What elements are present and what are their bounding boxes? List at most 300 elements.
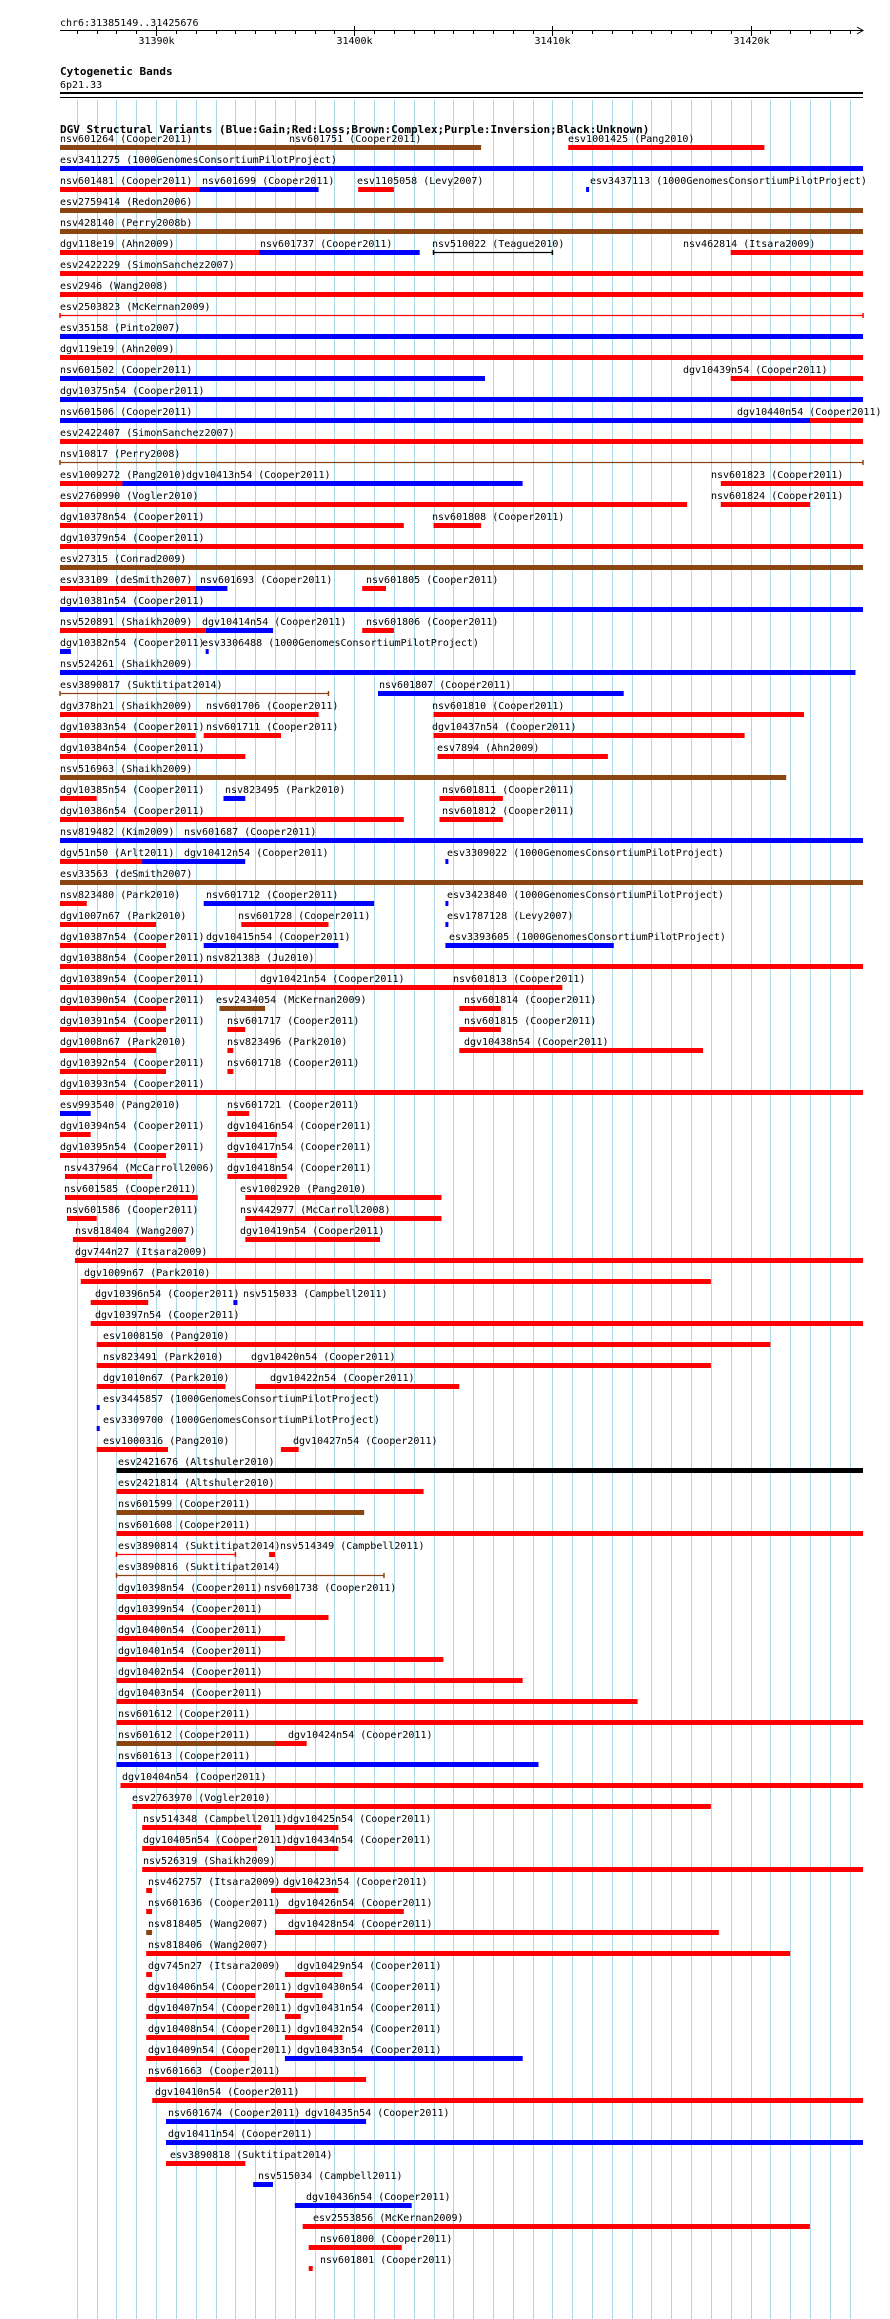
sv-label[interactable]: dgv10405n54 (Cooper2011) [143, 1835, 288, 1846]
sv-feature-bar[interactable] [206, 649, 209, 654]
sv-label[interactable]: nsv823496 (Park2010) [227, 1037, 348, 1048]
sv-feature-bar[interactable] [75, 1258, 863, 1263]
sv-feature-bar[interactable] [60, 145, 481, 150]
sv-feature-bar[interactable] [271, 1888, 338, 1893]
sv-label[interactable]: nsv601814 (Cooper2011) [464, 995, 597, 1006]
sv-feature-bar[interactable] [295, 2203, 412, 2208]
sv-label[interactable]: esv2946 (Wang2008) [60, 281, 169, 292]
sv-feature-bar[interactable] [275, 1741, 307, 1746]
sv-label[interactable]: nsv601674 (Cooper2011) [168, 2108, 301, 2119]
sv-feature-bar[interactable] [60, 943, 166, 948]
sv-label[interactable]: dgv10381n54 (Cooper2011) [60, 596, 205, 607]
sv-feature-bar[interactable] [275, 1825, 338, 1830]
sv-label[interactable]: nsv10817 (Perry2008) [60, 449, 181, 460]
sv-feature-bar[interactable] [281, 1447, 299, 1452]
sv-feature-bar[interactable] [117, 1468, 864, 1473]
sv-feature-bar[interactable] [245, 1216, 441, 1221]
sv-label[interactable]: dgv10437n54 (Cooper2011) [432, 722, 577, 733]
sv-label[interactable]: dgv118e19 (Ahn2009) [60, 239, 175, 250]
sv-feature-bar[interactable] [60, 355, 863, 360]
sv-feature-bar[interactable] [459, 1006, 501, 1011]
sv-feature-bar[interactable] [459, 1048, 703, 1053]
sv-label[interactable]: esv3445857 (1000GenomesConsortiumPilotProject) [103, 1394, 380, 1405]
sv-label[interactable]: dgv10410n54 (Cooper2011) [155, 2087, 300, 2098]
sv-feature-bar[interactable] [227, 1132, 277, 1137]
sv-label[interactable]: esv33563 (deSmith2007) [60, 869, 193, 880]
sv-feature-bar[interactable] [166, 2161, 245, 2166]
sv-label[interactable]: nsv601810 (Cooper2011) [432, 701, 565, 712]
sv-label[interactable]: esv3411275 (1000GenomesConsortiumPilotProject) [60, 155, 337, 166]
sv-feature-bar[interactable] [166, 2140, 863, 2145]
sv-feature-bar[interactable] [117, 1678, 523, 1683]
sv-label[interactable]: nsv437964 (McCarroll2006) [64, 1163, 215, 1174]
sv-label[interactable]: esv1009272 (Pang2010) [60, 470, 187, 481]
sv-feature-bar[interactable] [227, 1069, 233, 1074]
sv-feature-bar[interactable] [81, 1279, 711, 1284]
sv-feature-bar[interactable] [233, 1300, 237, 1305]
sv-feature-bar[interactable] [117, 1615, 329, 1620]
sv-feature-bar[interactable] [295, 2119, 366, 2124]
sv-feature-bar[interactable] [227, 1111, 249, 1116]
cytoband-bar[interactable] [60, 92, 863, 94]
sv-label[interactable]: esv1008150 (Pang2010) [103, 1331, 230, 1342]
sv-label[interactable]: dgv10392n54 (Cooper2011) [60, 1058, 205, 1069]
sv-feature-bar[interactable] [378, 691, 624, 696]
sv-label[interactable]: nsv515034 (Campbell2011) [258, 2171, 403, 2182]
sv-label[interactable]: dgv10406n54 (Cooper2011) [148, 1982, 293, 1993]
sv-feature-bar[interactable] [60, 649, 71, 654]
sv-label[interactable]: dgv10384n54 (Cooper2011) [60, 743, 205, 754]
sv-feature-bar[interactable] [60, 838, 863, 843]
sv-feature-bar[interactable] [73, 1237, 186, 1242]
sv-feature-bar[interactable] [117, 1741, 276, 1746]
sv-feature-bar[interactable] [285, 1993, 323, 1998]
sv-label[interactable]: esv2422407 (SimonSanchez2007) [60, 428, 235, 439]
sv-feature-bar[interactable] [60, 397, 863, 402]
sv-label[interactable]: nsv601807 (Cooper2011) [379, 680, 512, 691]
sv-label[interactable]: esv35158 (Pinto2007) [60, 323, 181, 334]
sv-label[interactable]: dgv10399n54 (Cooper2011) [118, 1604, 263, 1615]
sv-label[interactable]: dgv10387n54 (Cooper2011) [60, 932, 205, 943]
sv-label[interactable]: dgv10385n54 (Cooper2011) [60, 785, 205, 796]
sv-feature-bar[interactable] [445, 922, 448, 927]
sv-label[interactable]: dgv10386n54 (Cooper2011) [60, 806, 205, 817]
sv-label[interactable]: esv3306488 (1000GenomesConsortiumPilotProject) [202, 638, 479, 649]
sv-label[interactable]: dgv10431n54 (Cooper2011) [297, 2003, 442, 2014]
sv-label[interactable]: nsv601699 (Cooper2011) [202, 176, 335, 187]
sv-feature-bar[interactable] [245, 1237, 380, 1242]
sv-feature-bar[interactable] [241, 922, 328, 927]
sv-feature-bar[interactable] [60, 439, 863, 444]
sv-label[interactable]: dgv10409n54 (Cooper2011) [148, 2045, 293, 2056]
sv-label[interactable]: dgv10379n54 (Cooper2011) [60, 533, 205, 544]
sv-feature-bar[interactable] [97, 1363, 711, 1368]
sv-feature-bar[interactable] [586, 187, 589, 192]
sv-label[interactable]: dgv10393n54 (Cooper2011) [60, 1079, 205, 1090]
sv-label[interactable]: nsv462757 (Itsara2009) [148, 1877, 281, 1888]
sv-feature-bar[interactable] [91, 1321, 863, 1326]
sv-label[interactable]: esv1001425 (Pang2010) [568, 134, 695, 145]
sv-label[interactable]: nsv601717 (Cooper2011) [227, 1016, 360, 1027]
sv-label[interactable]: nsv601502 (Cooper2011) [60, 365, 193, 376]
sv-label[interactable]: dgv10402n54 (Cooper2011) [118, 1667, 263, 1678]
sv-label[interactable]: dgv10436n54 (Cooper2011) [306, 2192, 451, 2203]
sv-label[interactable]: dgv10423n54 (Cooper2011) [283, 1877, 428, 1888]
sv-feature-bar[interactable] [60, 1132, 91, 1137]
sv-feature-bar[interactable] [445, 901, 448, 906]
sv-label[interactable]: nsv818406 (Wang2007) [148, 1940, 269, 1951]
sv-label[interactable]: dgv10433n54 (Cooper2011) [297, 2045, 442, 2056]
sv-label[interactable]: dgv10427n54 (Cooper2011) [293, 1436, 438, 1447]
sv-label[interactable]: esv27315 (Conrad2009) [60, 554, 187, 565]
sv-label[interactable]: nsv526319 (Shaikh2009) [143, 1856, 276, 1867]
sv-feature-bar[interactable] [438, 754, 608, 759]
sv-feature-bar[interactable] [721, 481, 863, 486]
sv-label[interactable]: nsv601805 (Cooper2011) [366, 575, 499, 586]
sv-label[interactable]: nsv428140 (Perry2008b) [60, 218, 193, 229]
sv-label[interactable]: esv3437113 (1000GenomesConsortiumPilotProject) [590, 176, 867, 187]
sv-label[interactable]: dgv10396n54 (Cooper2011) [95, 1289, 240, 1300]
sv-feature-bar[interactable] [117, 1510, 365, 1515]
sv-feature-bar[interactable] [97, 1405, 100, 1410]
sv-feature-bar[interactable] [60, 901, 87, 906]
sv-label[interactable]: dgv745n27 (Itsara2009) [148, 1961, 281, 1972]
sv-feature-bar[interactable] [358, 187, 394, 192]
sv-feature-bar[interactable] [60, 628, 206, 633]
sv-feature-bar[interactable] [60, 1027, 166, 1032]
sv-label[interactable]: esv2503823 (McKernan2009) [60, 302, 211, 313]
position-ruler[interactable] [60, 26, 863, 47]
sv-label[interactable]: nsv462814 (Itsara2009) [683, 239, 816, 250]
sv-label[interactable]: nsv823495 (Park2010) [225, 785, 346, 796]
sv-label[interactable]: nsv601585 (Cooper2011) [64, 1184, 197, 1195]
sv-label[interactable]: dgv10391n54 (Cooper2011) [60, 1016, 205, 1027]
sv-feature-bar[interactable] [60, 586, 196, 591]
sv-feature-bar[interactable] [97, 1426, 100, 1431]
sv-label[interactable]: dgv10425n54 (Cooper2011) [287, 1814, 432, 1825]
sv-label[interactable]: dgv51n50 (Arlt2011) [60, 848, 175, 859]
sv-label[interactable]: nsv601801 (Cooper2011) [320, 2255, 453, 2266]
sv-label[interactable]: dgv10417n54 (Cooper2011) [227, 1142, 372, 1153]
sv-label[interactable]: dgv10403n54 (Cooper2011) [118, 1688, 263, 1699]
sv-feature-bar[interactable] [142, 1846, 257, 1851]
sv-label[interactable]: esv3309700 (1000GenomesConsortiumPilotProject) [103, 1415, 380, 1426]
sv-feature-bar[interactable] [60, 565, 863, 570]
sv-feature-bar[interactable] [97, 1342, 771, 1347]
sv-label[interactable]: dgv1008n67 (Park2010) [60, 1037, 187, 1048]
sv-feature-bar[interactable] [142, 1825, 261, 1830]
sv-label[interactable]: dgv10375n54 (Cooper2011) [60, 386, 205, 397]
sv-feature-bar[interactable] [261, 1594, 271, 1599]
sv-label[interactable]: esv7894 (Ahn2009) [437, 743, 540, 754]
sv-label[interactable]: nsv601636 (Cooper2011) [148, 1898, 281, 1909]
sv-label[interactable]: dgv10424n54 (Cooper2011) [288, 1730, 433, 1741]
sv-feature-bar[interactable] [146, 2035, 249, 2040]
sv-label[interactable]: esv2553856 (McKernan2009) [313, 2213, 464, 2224]
sv-label[interactable]: nsv601711 (Cooper2011) [206, 722, 339, 733]
sv-feature-bar[interactable] [91, 1300, 149, 1305]
sv-label[interactable]: nsv601806 (Cooper2011) [366, 617, 499, 628]
sv-feature-bar[interactable] [117, 1762, 539, 1767]
sv-feature-bar[interactable] [224, 796, 246, 801]
sv-feature-bar[interactable] [152, 2098, 863, 2103]
sv-feature-bar[interactable] [60, 754, 245, 759]
sv-feature-bar[interactable] [60, 523, 404, 528]
sv-feature-bar[interactable] [362, 628, 394, 633]
sv-feature-bar[interactable] [259, 250, 420, 255]
sv-label[interactable]: nsv601800 (Cooper2011) [320, 2234, 453, 2245]
sv-label[interactable]: dgv10382n54 (Cooper2011) [60, 638, 205, 649]
sv-label[interactable]: dgv744n27 (Itsara2009) [75, 1247, 208, 1258]
sv-label[interactable]: nsv601586 (Cooper2011) [66, 1205, 199, 1216]
sv-label[interactable]: nsv601737 (Cooper2011) [260, 239, 393, 250]
sv-label[interactable]: nsv515033 (Campbell2011) [243, 1289, 388, 1300]
sv-feature-bar[interactable] [60, 670, 856, 675]
sv-label[interactable]: dgv10420n54 (Cooper2011) [251, 1352, 396, 1363]
sv-label[interactable]: dgv10413n54 (Cooper2011) [186, 470, 331, 481]
sv-feature-bar[interactable] [117, 1657, 444, 1662]
sv-label[interactable]: esv1000316 (Pang2010) [103, 1436, 230, 1447]
sv-feature-bar[interactable] [122, 481, 522, 486]
sv-feature-bar[interactable] [60, 796, 97, 801]
sv-feature-bar[interactable] [285, 1972, 343, 1977]
sv-feature-bar[interactable] [60, 166, 863, 171]
sv-label[interactable]: esv3423840 (1000GenomesConsortiumPilotProject) [447, 890, 724, 901]
sv-label[interactable]: nsv601812 (Cooper2011) [442, 806, 575, 817]
sv-feature-bar[interactable] [97, 1447, 168, 1452]
sv-label[interactable]: esv1787128 (Levy2007) [447, 911, 574, 922]
sv-label[interactable]: esv2760990 (Vogler2010) [60, 491, 199, 502]
sv-label[interactable]: nsv601808 (Cooper2011) [432, 512, 565, 523]
sv-label[interactable]: dgv10414n54 (Cooper2011) [202, 617, 347, 628]
sv-feature-bar[interactable] [434, 712, 805, 717]
sv-label[interactable]: nsv601599 (Cooper2011) [118, 1499, 251, 1510]
sv-feature-bar[interactable] [285, 2056, 523, 2061]
sv-label[interactable]: dgv10398n54 (Cooper2011) [118, 1583, 263, 1594]
sv-label[interactable]: dgv10430n54 (Cooper2011) [297, 1982, 442, 1993]
sv-label[interactable]: nsv601721 (Cooper2011) [227, 1100, 360, 1111]
sv-feature-bar[interactable] [721, 502, 810, 507]
sv-label[interactable]: nsv601506 (Cooper2011) [60, 407, 193, 418]
sv-label[interactable]: nsv601663 (Cooper2011) [148, 2066, 281, 2077]
sv-feature-bar[interactable] [60, 502, 687, 507]
sv-label[interactable]: dgv10432n54 (Cooper2011) [297, 2024, 442, 2035]
sv-label[interactable]: dgv10421n54 (Cooper2011) [260, 974, 405, 985]
sv-label[interactable]: nsv821383 (Ju2010) [206, 953, 315, 964]
sv-feature-bar[interactable] [245, 1195, 441, 1200]
sv-feature-bar[interactable] [60, 922, 156, 927]
sv-feature-bar[interactable] [259, 985, 291, 990]
sv-feature-bar[interactable] [227, 1174, 286, 1179]
sv-label[interactable]: nsv818404 (Wang2007) [75, 1226, 196, 1237]
sv-feature-bar[interactable] [67, 1216, 97, 1221]
sv-feature-bar[interactable] [731, 376, 863, 381]
sv-feature-bar[interactable] [146, 1888, 152, 1893]
sv-feature-bar[interactable] [60, 1090, 863, 1095]
sv-label[interactable]: dgv10378n54 (Cooper2011) [60, 512, 205, 523]
sv-feature-bar[interactable] [443, 985, 502, 990]
sv-label[interactable]: nsv601264 (Cooper2011) [60, 134, 193, 145]
sv-label[interactable]: esv2421676 (Altshuler2010) [118, 1457, 275, 1468]
sv-label[interactable]: dgv10400n54 (Cooper2011) [118, 1625, 263, 1636]
sv-label[interactable]: nsv601728 (Cooper2011) [238, 911, 371, 922]
sv-feature-bar[interactable] [60, 292, 863, 297]
sv-feature-bar[interactable] [200, 187, 319, 192]
sv-feature-bar[interactable] [309, 2266, 313, 2271]
sv-label[interactable]: dgv10415n54 (Cooper2011) [206, 932, 351, 943]
sv-feature-bar[interactable] [239, 1363, 302, 1368]
sv-feature-bar[interactable] [132, 1804, 711, 1809]
sv-label[interactable]: dgv10412n54 (Cooper2011) [184, 848, 329, 859]
sv-feature-bar[interactable] [255, 1384, 459, 1389]
sv-feature-bar[interactable] [220, 1006, 266, 1011]
sv-label[interactable]: nsv601751 (Cooper2011) [289, 134, 422, 145]
sv-label[interactable]: nsv601815 (Cooper2011) [464, 1016, 597, 1027]
sv-feature-bar[interactable] [60, 1069, 166, 1074]
sv-feature-bar[interactable] [206, 628, 273, 633]
sv-feature-bar[interactable] [65, 1174, 152, 1179]
sv-label[interactable]: nsv823491 (Park2010) [103, 1352, 224, 1363]
sv-label[interactable]: esv2763970 (Vogler2010) [132, 1793, 271, 1804]
sv-feature-bar[interactable] [60, 376, 485, 381]
sv-label[interactable]: nsv601712 (Cooper2011) [206, 890, 339, 901]
sv-label[interactable]: dgv10418n54 (Cooper2011) [227, 1163, 372, 1174]
sv-feature-bar[interactable] [275, 1930, 719, 1935]
sv-label[interactable]: esv2759414 (Redon2006) [60, 197, 193, 208]
sv-label[interactable]: nsv601481 (Cooper2011) [60, 176, 193, 187]
sv-label[interactable]: esv3309022 (1000GenomesConsortiumPilotProject) [447, 848, 724, 859]
sv-label[interactable]: esv3890816 (Suktitipat2014) [118, 1562, 281, 1573]
sv-label[interactable]: dgv10435n54 (Cooper2011) [305, 2108, 450, 2119]
sv-label[interactable]: esv993540 (Pang2010) [60, 1100, 181, 1111]
sv-label[interactable]: dgv10407n54 (Cooper2011) [148, 2003, 293, 2014]
sv-feature-bar[interactable] [227, 1048, 233, 1053]
sv-label[interactable]: dgv10389n54 (Cooper2011) [60, 974, 205, 985]
sv-label[interactable]: dgv10397n54 (Cooper2011) [95, 1310, 240, 1321]
sv-label[interactable]: dgv10395n54 (Cooper2011) [60, 1142, 205, 1153]
sv-label[interactable]: nsv516963 (Shaikh2009) [60, 764, 193, 775]
sv-feature-bar[interactable] [445, 859, 448, 864]
sv-feature-bar[interactable] [60, 607, 863, 612]
sv-label[interactable]: nsv601613 (Cooper2011) [118, 1751, 251, 1762]
sv-label[interactable]: nsv520891 (Shaikh2009) [60, 617, 193, 628]
sv-label[interactable]: dgv10383n54 (Cooper2011) [60, 722, 205, 733]
sv-label[interactable]: dgv10440n54 (Cooper2011) [737, 407, 882, 418]
sv-feature-bar[interactable] [146, 2014, 249, 2019]
sv-label[interactable]: nsv601824 (Cooper2011) [711, 491, 844, 502]
sv-label[interactable]: esv2422229 (SimonSanchez2007) [60, 260, 235, 271]
sv-feature-bar[interactable] [204, 901, 374, 906]
sv-label[interactable]: nsv818405 (Wang2007) [148, 1919, 269, 1930]
sv-label[interactable]: esv3890817 (Suktitipat2014) [60, 680, 223, 691]
sv-label[interactable]: dgv10422n54 (Cooper2011) [270, 1373, 415, 1384]
sv-label[interactable]: dgv10438n54 (Cooper2011) [464, 1037, 609, 1048]
sv-label[interactable]: dgv10426n54 (Cooper2011) [288, 1898, 433, 1909]
sv-label[interactable]: nsv819482 (Kim2009) [60, 827, 175, 838]
sv-feature-bar[interactable] [60, 733, 196, 738]
sv-feature-bar[interactable] [117, 1531, 864, 1536]
sv-label[interactable]: esv2434054 (McKernan2009) [216, 995, 367, 1006]
sv-feature-bar[interactable] [440, 796, 503, 801]
sv-label[interactable]: nsv601823 (Cooper2011) [711, 470, 844, 481]
sv-label[interactable]: nsv514349 (Campbell2011) [280, 1541, 425, 1552]
sv-feature-bar[interactable] [60, 880, 863, 885]
sv-feature-bar[interactable] [269, 1552, 275, 1557]
sv-feature-bar[interactable] [362, 586, 386, 591]
sv-label[interactable]: dgv10419n54 (Cooper2011) [240, 1226, 385, 1237]
sv-label[interactable]: nsv524261 (Shaikh2009) [60, 659, 193, 670]
sv-label[interactable]: dgv1009n67 (Park2010) [84, 1268, 211, 1279]
sv-label[interactable]: dgv10411n54 (Cooper2011) [168, 2129, 313, 2140]
sv-feature-bar[interactable] [285, 2035, 343, 2040]
sv-feature-bar[interactable] [60, 817, 404, 822]
sv-feature-bar[interactable] [810, 418, 863, 423]
sv-feature-bar[interactable] [60, 1111, 91, 1116]
sv-feature-bar[interactable] [121, 1783, 864, 1788]
sv-feature-bar[interactable] [440, 817, 503, 822]
sv-feature-bar[interactable] [60, 964, 863, 969]
sv-feature-bar[interactable] [275, 1909, 404, 1914]
sv-feature-bar[interactable] [65, 1195, 198, 1200]
sv-feature-bar[interactable] [445, 943, 613, 948]
sv-feature-bar[interactable] [146, 1930, 152, 1935]
sv-feature-bar[interactable] [227, 1027, 245, 1032]
sv-feature-bar[interactable] [60, 775, 786, 780]
sv-feature-bar[interactable] [275, 1846, 338, 1851]
sv-label[interactable]: dgv1010n67 (Park2010) [103, 1373, 230, 1384]
sv-label[interactable]: dgv119e19 (Ahn2009) [60, 344, 175, 355]
sv-feature-bar[interactable] [731, 250, 863, 255]
sv-feature-bar[interactable] [117, 1489, 424, 1494]
sv-label[interactable]: nsv601718 (Cooper2011) [227, 1058, 360, 1069]
sv-label[interactable]: dgv10404n54 (Cooper2011) [122, 1772, 267, 1783]
sv-label[interactable]: esv3890818 (Suktitipat2014) [170, 2150, 333, 2161]
sv-feature-bar[interactable] [146, 1993, 255, 1998]
sv-feature-bar[interactable] [146, 1972, 152, 1977]
sv-feature-bar[interactable] [434, 733, 745, 738]
sv-feature-bar[interactable] [60, 1048, 156, 1053]
sv-feature-bar[interactable] [204, 943, 339, 948]
sv-feature-bar[interactable] [60, 1006, 166, 1011]
sv-feature-bar[interactable] [60, 271, 863, 276]
sv-feature-bar[interactable] [117, 1636, 285, 1641]
sv-label[interactable]: nsv514348 (Campbell2011) [143, 1814, 288, 1825]
sv-feature-bar[interactable] [60, 229, 863, 234]
sv-feature-bar[interactable] [60, 208, 863, 213]
sv-feature-bar[interactable] [117, 1699, 638, 1704]
sv-label[interactable]: esv3393605 (1000GenomesConsortiumPilotProject) [449, 932, 726, 943]
sv-label[interactable]: nsv601687 (Cooper2011) [184, 827, 317, 838]
sv-feature-bar[interactable] [568, 145, 764, 150]
sv-feature-bar[interactable] [196, 586, 228, 591]
sv-label[interactable]: esv33109 (deSmith2007) [60, 575, 193, 586]
sv-label[interactable]: nsv601612 (Cooper2011) [118, 1709, 251, 1720]
sv-label[interactable]: dgv10408n54 (Cooper2011) [148, 2024, 293, 2035]
sv-feature-bar[interactable] [60, 250, 259, 255]
sv-feature-bar[interactable] [303, 712, 319, 717]
sv-label[interactable]: nsv823480 (Park2010) [60, 890, 181, 901]
sv-feature-bar[interactable] [60, 418, 863, 423]
sv-label[interactable]: nsv601706 (Cooper2011) [206, 701, 339, 712]
sv-feature-bar[interactable] [166, 2119, 295, 2124]
sv-feature-bar[interactable] [142, 1867, 863, 1872]
sv-label[interactable]: dgv10388n54 (Cooper2011) [60, 953, 205, 964]
sv-feature-bar[interactable] [60, 334, 863, 339]
sv-feature-bar[interactable] [434, 523, 482, 528]
sv-label[interactable]: dgv10434n54 (Cooper2011) [287, 1835, 432, 1846]
sv-feature-bar[interactable] [303, 2224, 810, 2229]
sv-feature-bar[interactable] [60, 544, 863, 549]
